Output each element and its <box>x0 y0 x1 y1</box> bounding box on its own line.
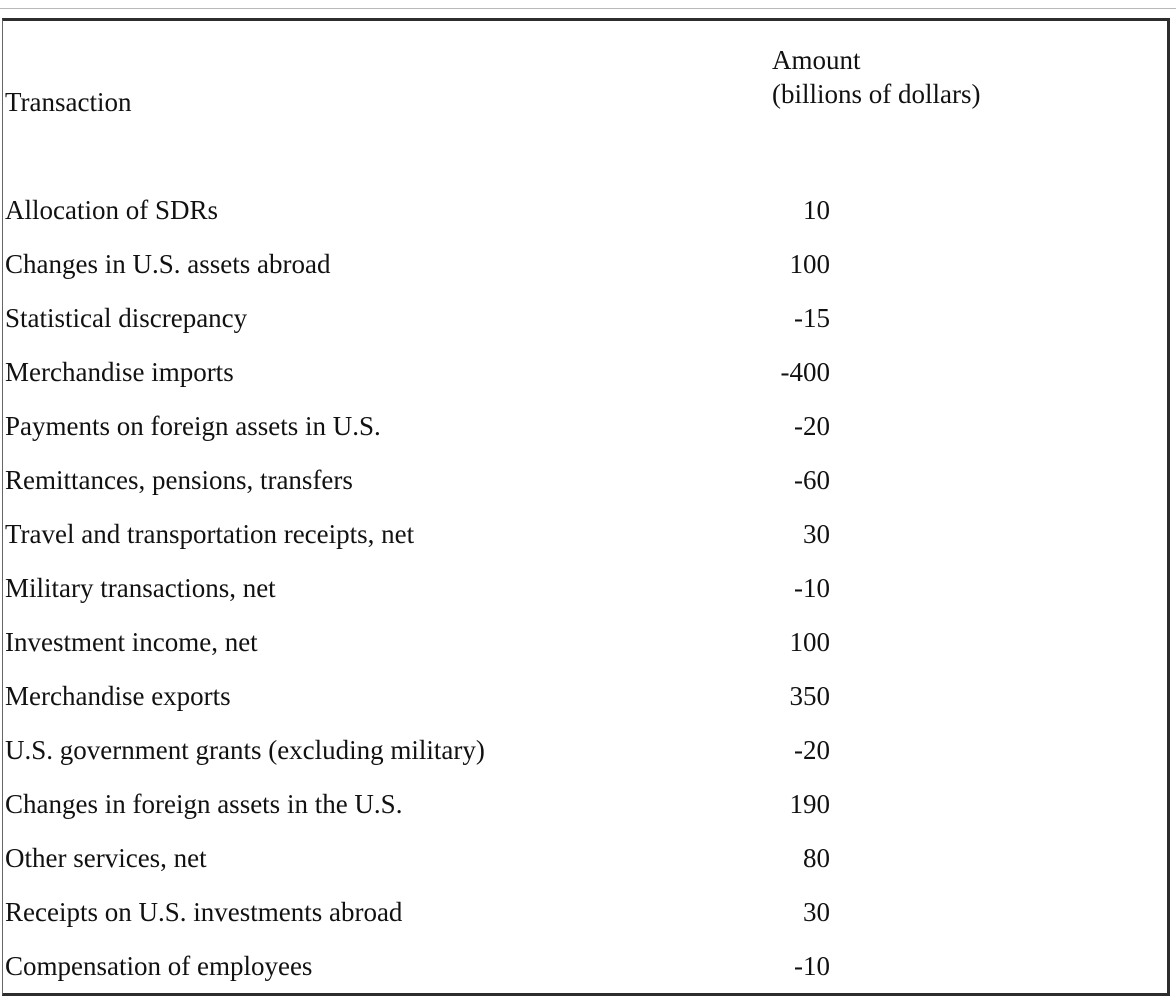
column-header-amount <box>772 43 980 111</box>
amount-cell: -60 <box>794 465 830 495</box>
column-header-amount-line1: Amount <box>772 45 861 75</box>
transaction-cell: Merchandise exports <box>5 681 231 711</box>
amount-cell: -20 <box>794 411 830 441</box>
table-row <box>0 400 1176 454</box>
amount-cell: 100 <box>789 627 830 657</box>
amount-cell: -20 <box>794 735 830 765</box>
amount-cell: -10 <box>794 573 830 603</box>
transaction-cell: Allocation of SDRs <box>5 195 218 225</box>
transaction-cell: Changes in U.S. assets abroad <box>5 249 331 279</box>
column-header-amount-line2: (billions of dollars) <box>772 79 981 109</box>
amount-cell: 190 <box>789 789 830 819</box>
table-row <box>0 292 1176 346</box>
table-row <box>0 616 1176 670</box>
table-row <box>0 346 1176 400</box>
transaction-cell: Military transactions, net <box>5 573 276 603</box>
table-row <box>0 940 1176 994</box>
transaction-cell: Remittances, pensions, transfers <box>5 465 353 495</box>
amount-cell: 100 <box>789 249 830 279</box>
transaction-cell: Merchandise imports <box>5 357 234 387</box>
transaction-cell: U.S. government grants (excluding military) <box>5 735 485 765</box>
table-body <box>0 184 1176 994</box>
table-row <box>0 454 1176 508</box>
transaction-cell: Other services, net <box>5 843 207 873</box>
table-row <box>0 724 1176 778</box>
table-row <box>0 886 1176 940</box>
amount-cell: 30 <box>803 519 830 549</box>
table-row <box>0 670 1176 724</box>
table-row <box>0 508 1176 562</box>
amount-cell: -15 <box>794 303 830 333</box>
table-row <box>0 562 1176 616</box>
table-row <box>0 832 1176 886</box>
table-row <box>0 778 1176 832</box>
amount-cell: 350 <box>789 681 830 711</box>
amount-cell: 10 <box>803 195 830 225</box>
transaction-cell: Investment income, net <box>5 627 258 657</box>
transaction-cell: Receipts on U.S. investments abroad <box>5 897 403 927</box>
amount-cell: 80 <box>803 843 830 873</box>
transaction-cell: Statistical discrepancy <box>5 303 248 333</box>
table-row <box>0 238 1176 292</box>
column-header-transaction: Transaction <box>5 87 132 117</box>
amount-cell: -10 <box>794 951 830 981</box>
transaction-cell: Travel and transportation receipts, net <box>5 519 415 549</box>
amount-cell: -400 <box>780 357 830 387</box>
transaction-cell: Changes in foreign assets in the U.S. <box>5 789 403 819</box>
transaction-cell: Compensation of employees <box>5 951 313 981</box>
transaction-cell: Payments on foreign assets in U.S. <box>5 411 381 441</box>
top-divider <box>0 8 1176 9</box>
table-row <box>0 184 1176 238</box>
amount-cell: 30 <box>803 897 830 927</box>
